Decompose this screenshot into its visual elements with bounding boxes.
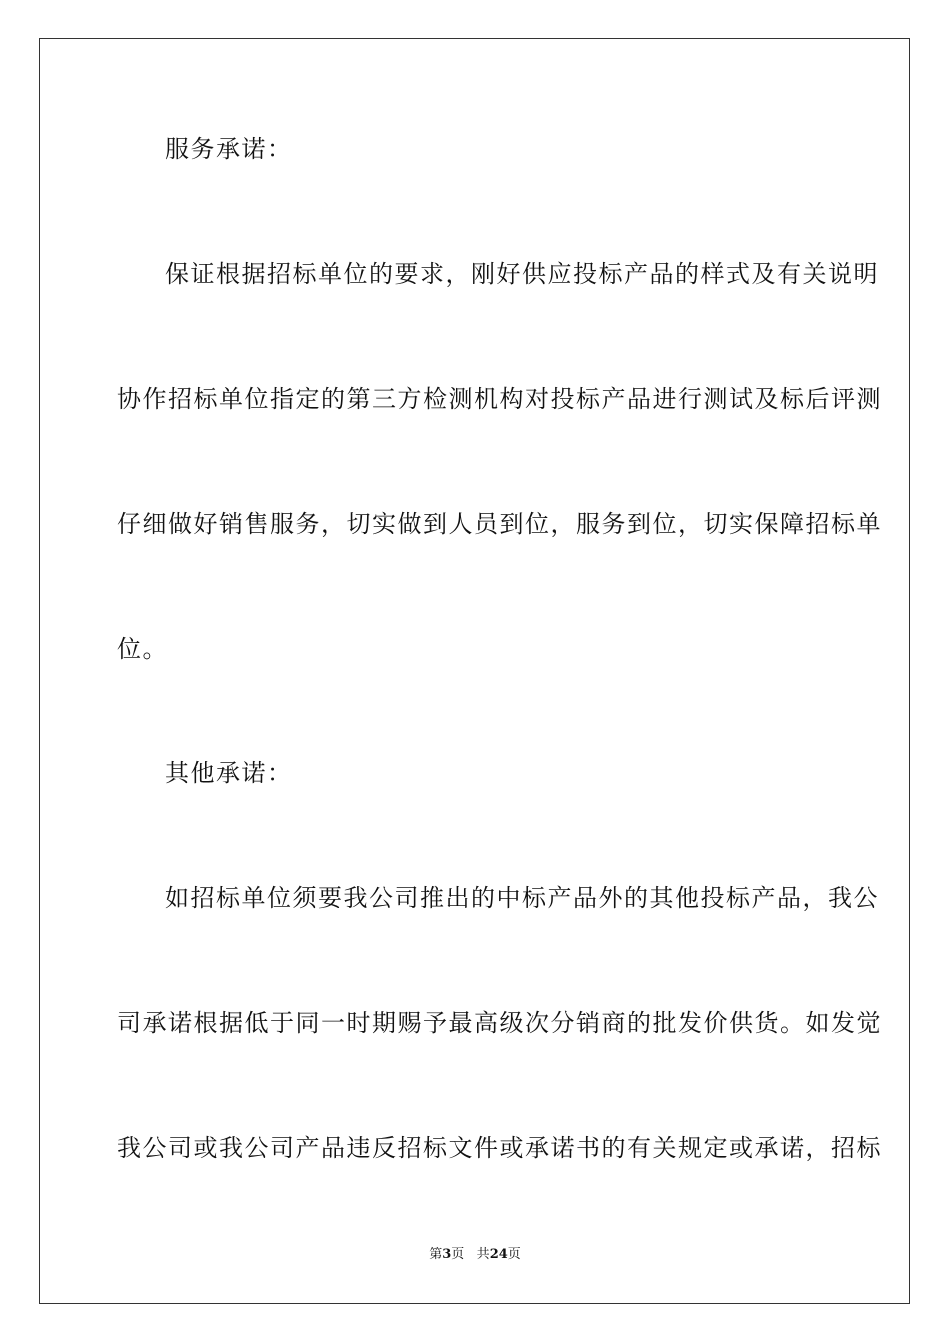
- footer-total-prefix: 共: [476, 1247, 490, 1262]
- paragraph-line: 保证根据招标单位的要求，刚好供应投标产品的样式及有关说明: [165, 260, 879, 288]
- footer-page-prefix: 第: [429, 1247, 443, 1262]
- paragraph-line: 仔细做好销售服务，切实做到人员到位，服务到位，切实保障招标单: [117, 510, 882, 538]
- section-heading-service: 服务承诺：: [165, 135, 293, 163]
- footer-total-suffix: 页: [507, 1247, 521, 1262]
- footer-page-number: 3: [442, 1247, 452, 1262]
- footer-page-suffix: 页: [451, 1247, 465, 1262]
- paragraph-line: 司承诺根据低于同一时期赐予最高级次分销商的批发价供货。如发觉: [117, 1009, 882, 1037]
- paragraph-line: 我公司或我公司产品违反招标文件或承诺书的有关规定或承诺，招标: [117, 1134, 882, 1162]
- section-heading-other: 其他承诺：: [165, 759, 293, 787]
- paragraph-line: 如招标单位须要我公司推出的中标产品外的其他投标产品，我公: [165, 884, 879, 912]
- paragraph-line: 协作招标单位指定的第三方检测机构对投标产品进行测试及标后评测: [117, 385, 882, 413]
- footer-total-pages: 24: [489, 1247, 508, 1262]
- paragraph-line: 位。: [117, 635, 168, 663]
- page-footer: [0, 1247, 950, 1263]
- page-border: [39, 38, 910, 1304]
